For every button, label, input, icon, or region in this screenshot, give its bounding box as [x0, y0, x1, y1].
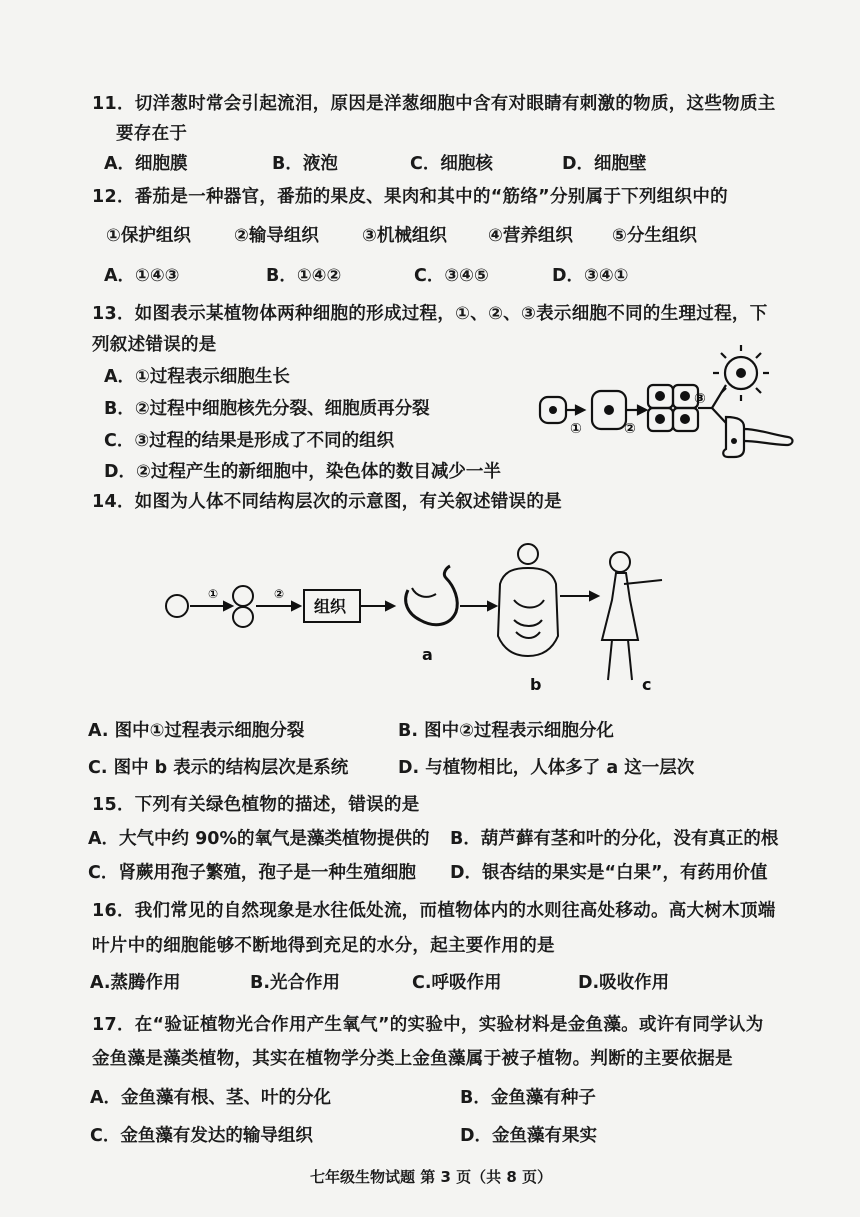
q11-stem-line2: 要存在于	[116, 124, 188, 144]
q16-stem-line1: 16．我们常见的自然现象是水往低处流，而植物体内的水则往高处移动。高大树木顶端	[92, 901, 776, 921]
q13-option-a[interactable]: A．①过程表示细胞生长	[104, 367, 290, 387]
q12-option-a[interactable]: A．①④③	[104, 266, 180, 286]
q15-option-b[interactable]: B．葫芦藓有茎和叶的分化，没有真正的根	[450, 829, 779, 849]
q17-option-a[interactable]: A．金鱼藻有根、茎、叶的分化	[90, 1088, 332, 1108]
q14-process-label-1: ①	[208, 587, 219, 601]
q12-tissue-1: ①保护组织	[106, 226, 191, 246]
q14-option-c[interactable]: C. 图中 b 表示的结构层次是系统	[88, 758, 349, 778]
q14-stem: 14．如图为人体不同结构层次的示意图，有关叙述错误的是	[92, 492, 562, 512]
q14-label-b: b	[530, 675, 542, 694]
q13-process-label-1: ①	[570, 421, 582, 437]
q13-stem-line2: 列叙述错误的是	[92, 335, 217, 355]
q16-option-a[interactable]: A.蒸腾作用	[90, 973, 181, 993]
q17-option-c[interactable]: C．金鱼藻有发达的输导组织	[90, 1126, 313, 1146]
q11-option-d[interactable]: D．细胞壁	[562, 154, 647, 174]
q17-stem-line1: 17．在“验证植物光合作用产生氧气”的实验中，实验材料是金鱼藻。或许有同学认为	[92, 1015, 764, 1035]
q11-option-c[interactable]: C．细胞核	[410, 154, 493, 174]
q14-label-c: c	[642, 675, 652, 694]
q14-structure-diagram	[150, 540, 690, 700]
q12-tissue-4: ④营养组织	[488, 226, 573, 246]
q13-process-label-2: ②	[624, 421, 636, 437]
q16-option-c[interactable]: C.呼吸作用	[412, 973, 502, 993]
q13-option-d[interactable]: D．②过程产生的新细胞中，染色体的数目减少一半	[104, 462, 501, 482]
q12-option-c[interactable]: C．③④⑤	[414, 266, 489, 286]
q12-option-b[interactable]: B．①④②	[266, 266, 342, 286]
q15-option-c[interactable]: C．肾蕨用孢子繁殖，孢子是一种生殖细胞	[88, 863, 416, 883]
q12-stem: 12．番茄是一种器官，番茄的果皮、果肉和其中的“筋络”分别属于下列组织中的	[92, 187, 728, 207]
q14-option-b[interactable]: B. 图中②过程表示细胞分化	[398, 721, 614, 741]
q16-option-b[interactable]: B.光合作用	[250, 973, 340, 993]
q13-option-c[interactable]: C．③过程的结果是形成了不同的组织	[104, 431, 395, 451]
q13-cell-diagram	[536, 345, 806, 470]
q17-stem-line2: 金鱼藻是藻类植物，其实在植物学分类上金鱼藻属于被子植物。判断的主要依据是	[92, 1049, 733, 1069]
q12-tissue-3: ③机械组织	[362, 226, 447, 246]
q11-option-b[interactable]: B．液泡	[272, 154, 338, 174]
q17-option-b[interactable]: B．金鱼藻有种子	[460, 1088, 596, 1108]
q14-option-d[interactable]: D. 与植物相比，人体多了 a 这一层次	[398, 758, 695, 778]
q17-option-d[interactable]: D．金鱼藻有果实	[460, 1126, 598, 1146]
q14-process-label-2: ②	[274, 587, 285, 601]
q11-stem-line1: 11．切洋葱时常会引起流泪，原因是洋葱细胞中含有对眼睛有刺激的物质，这些物质主	[92, 94, 776, 114]
page-footer: 七年级生物试题 第 3 页（共 8 页）	[310, 1168, 552, 1186]
q14-label-a: a	[422, 645, 433, 664]
q14-option-a[interactable]: A. 图中①过程表示细胞分裂	[88, 721, 305, 741]
q15-stem: 15．下列有关绿色植物的描述，错误的是	[92, 795, 420, 815]
q15-option-d[interactable]: D．银杏结的果实是“白果”，有药用价值	[450, 863, 768, 883]
q13-option-b[interactable]: B．②过程中细胞核先分裂、细胞质再分裂	[104, 399, 430, 419]
q13-stem-line1: 13．如图表示某植物体两种细胞的形成过程，①、②、③表示细胞不同的生理过程，下	[92, 304, 768, 324]
q15-option-a[interactable]: A．大气中约 90%的氧气是藻类植物提供的	[88, 829, 430, 849]
q14-tissue-box-label: 组织	[314, 597, 347, 616]
q13-process-label-3: ③	[694, 391, 706, 407]
q11-option-a[interactable]: A．细胞膜	[104, 154, 188, 174]
q12-option-d[interactable]: D．③④①	[552, 266, 629, 286]
q16-stem-line2: 叶片中的细胞能够不断地得到充足的水分，起主要作用的是	[92, 936, 555, 956]
q12-tissue-5: ⑤分生组织	[612, 226, 697, 246]
q16-option-d[interactable]: D.吸收作用	[578, 973, 670, 993]
q12-tissue-2: ②输导组织	[234, 226, 319, 246]
